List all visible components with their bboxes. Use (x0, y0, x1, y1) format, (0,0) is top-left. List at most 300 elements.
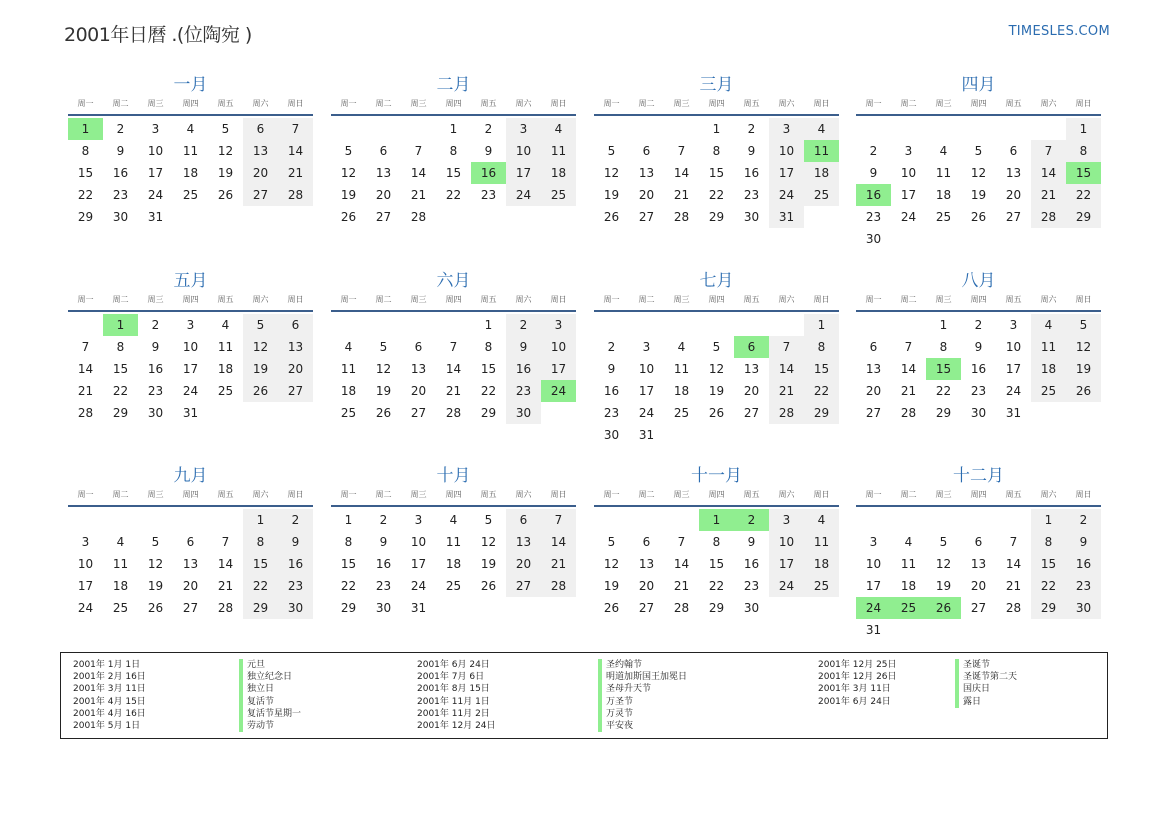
day-cell: 18 (804, 162, 839, 184)
empty-cell (961, 619, 996, 641)
day-cell: 29 (708, 601, 725, 615)
month-divider (68, 505, 313, 507)
day-cell: 5 (221, 122, 230, 136)
day-cell: 28 (278, 184, 313, 206)
weekday-label: 周日 (813, 490, 830, 499)
weekday-header (594, 488, 839, 502)
day-cell: 12 (243, 336, 278, 358)
day-cell: 15 (445, 166, 462, 180)
weekday-label: 周一 (340, 490, 357, 499)
day-cell: 23 (375, 579, 392, 593)
weekday-label: 周日 (550, 295, 567, 304)
weekday-label: 周三 (673, 295, 690, 304)
day-cell: 21 (673, 188, 690, 202)
day-cell: 27 (970, 601, 987, 615)
day-cell: 30 (1066, 597, 1101, 619)
day-cell: 20 (243, 162, 278, 184)
day-cell: 11 (112, 557, 129, 571)
empty-cell (769, 424, 804, 446)
empty-cell (208, 509, 243, 531)
day-cell: 4 (186, 122, 195, 136)
week-row (856, 358, 1101, 380)
empty-cell (961, 118, 996, 140)
day-cell: 21 (1031, 184, 1066, 206)
weekday-label: 周五 (480, 295, 497, 304)
weekday-label: 周四 (445, 295, 462, 304)
day-cell: 18 (182, 166, 199, 180)
day-cell: 4 (804, 118, 839, 140)
weekday-label: 周二 (112, 99, 129, 108)
day-cell: 9 (151, 340, 160, 354)
day-cell: 4 (904, 535, 913, 549)
month-name: 六月 (436, 271, 471, 291)
day-cell: 31 (865, 623, 882, 637)
day-cell: 28 (541, 575, 576, 597)
day-cell: 26 (603, 601, 620, 615)
day-cell: 13 (865, 362, 882, 376)
month-12 (856, 464, 1101, 641)
empty-cell (331, 314, 366, 336)
day-cell: 23 (278, 575, 313, 597)
weekday-header (856, 97, 1101, 111)
empty-cell (664, 509, 699, 531)
empty-cell (664, 314, 699, 336)
day-cell: 8 (243, 531, 278, 553)
day-cell: 1 (484, 318, 493, 332)
month-name: 四月 (961, 75, 996, 95)
day-cell: 14 (673, 166, 690, 180)
day-cell: 2 (278, 509, 313, 531)
empty-cell (769, 314, 804, 336)
day-cell: 22 (804, 380, 839, 402)
day-cell: 3 (541, 314, 576, 336)
empty-cell (506, 597, 541, 619)
weekday-label: 周日 (1075, 490, 1092, 499)
day-cell: 10 (769, 140, 804, 162)
day-cell: 22 (112, 384, 129, 398)
empty-cell (1031, 402, 1066, 424)
day-grid (331, 118, 576, 228)
weekday-label: 周四 (708, 295, 725, 304)
weekday-label: 周三 (935, 490, 952, 499)
day-cell: 11 (340, 362, 357, 376)
day-cell: 26 (217, 188, 234, 202)
empty-cell (1031, 619, 1066, 641)
day-grid (594, 314, 839, 446)
holiday-day-cell: 24 (541, 380, 576, 402)
day-cell: 5 (344, 144, 353, 158)
day-cell: 9 (869, 166, 878, 180)
holiday-date: 2001年 8月 15日 (417, 684, 490, 695)
weekday-label: 周六 (778, 295, 795, 304)
day-cell: 28 (1005, 601, 1022, 615)
day-cell: 9 (974, 340, 983, 354)
empty-cell (856, 118, 891, 140)
weekday-label: 周四 (182, 99, 199, 108)
weekday-label: 周六 (1040, 295, 1057, 304)
empty-cell (804, 206, 839, 228)
weekday-header (68, 293, 313, 307)
weekday-header (594, 293, 839, 307)
week-row (331, 140, 576, 162)
day-cell: 1 (344, 513, 353, 527)
day-cell: 28 (900, 406, 917, 420)
day-cell: 17 (77, 579, 94, 593)
day-cell: 16 (506, 358, 541, 380)
month-name: 九月 (173, 466, 208, 486)
day-cell: 25 (112, 601, 129, 615)
weekday-label: 周二 (900, 99, 917, 108)
day-cell: 29 (77, 210, 94, 224)
day-cell: 3 (81, 535, 90, 549)
empty-cell (436, 206, 471, 228)
day-cell: 30 (112, 210, 129, 224)
day-cell: 19 (217, 166, 234, 180)
day-cell: 5 (379, 340, 388, 354)
day-cell: 12 (603, 557, 620, 571)
day-cell: 14 (673, 557, 690, 571)
day-cell: 7 (541, 509, 576, 531)
day-cell: 1 (712, 122, 721, 136)
day-cell: 24 (900, 210, 917, 224)
day-cell: 16 (278, 553, 313, 575)
holiday-name: 圣诞节第二天 (955, 671, 1017, 683)
day-cell: 11 (445, 535, 462, 549)
day-cell: 10 (506, 140, 541, 162)
weekday-label: 周日 (813, 99, 830, 108)
day-cell: 27 (278, 380, 313, 402)
day-cell: 24 (638, 406, 655, 420)
day-cell: 5 (607, 144, 616, 158)
day-cell: 26 (1066, 380, 1101, 402)
holiday-name: 圣约翰节 (598, 659, 687, 671)
day-cell: 16 (1066, 553, 1101, 575)
empty-cell (401, 314, 436, 336)
day-cell: 14 (410, 166, 427, 180)
day-cell: 12 (970, 166, 987, 180)
day-cell: 25 (1031, 380, 1066, 402)
day-cell: 26 (340, 210, 357, 224)
holiday-day-cell: 11 (804, 140, 839, 162)
week-row (331, 118, 576, 140)
day-cell: 24 (147, 188, 164, 202)
day-cell: 11 (673, 362, 690, 376)
day-cell: 19 (243, 358, 278, 380)
day-cell: 31 (1005, 406, 1022, 420)
holiday-date: 2001年 7月 6日 (417, 672, 485, 683)
day-cell: 15 (77, 166, 94, 180)
day-cell: 25 (673, 406, 690, 420)
week-row (856, 162, 1101, 184)
day-cell: 31 (147, 210, 164, 224)
month-1 (68, 73, 313, 228)
day-cell: 3 (1009, 318, 1018, 332)
day-cell: 15 (480, 362, 497, 376)
day-cell: 11 (541, 140, 576, 162)
holiday-list (60, 652, 1108, 739)
month-name: 七月 (699, 271, 734, 291)
day-cell: 23 (480, 188, 497, 202)
week-row (331, 358, 576, 380)
day-cell: 8 (449, 144, 458, 158)
day-cell: 11 (900, 557, 917, 571)
weekday-label: 周日 (813, 295, 830, 304)
day-cell: 16 (112, 166, 129, 180)
empty-cell (891, 228, 926, 250)
holiday-day-cell: 15 (1066, 162, 1101, 184)
day-cell: 22 (935, 384, 952, 398)
day-cell: 14 (77, 362, 94, 376)
weekday-label: 周四 (182, 490, 199, 499)
day-cell: 13 (638, 166, 655, 180)
day-cell: 14 (1005, 557, 1022, 571)
holiday-day-cell: 24 (856, 597, 891, 619)
day-cell: 12 (935, 557, 952, 571)
holiday-day-cell: 16 (856, 184, 891, 206)
week-row (68, 118, 313, 140)
day-cell: 8 (344, 535, 353, 549)
day-cell: 10 (541, 336, 576, 358)
day-cell: 19 (480, 557, 497, 571)
day-cell: 25 (182, 188, 199, 202)
day-cell: 10 (182, 340, 199, 354)
day-cell: 30 (865, 232, 882, 246)
week-row (331, 206, 576, 228)
empty-cell (1031, 228, 1066, 250)
empty-cell (331, 118, 366, 140)
weekday-label: 周六 (252, 295, 269, 304)
day-cell: 11 (804, 531, 839, 553)
day-cell: 30 (278, 597, 313, 619)
weekday-label: 周二 (112, 295, 129, 304)
day-cell: 6 (1009, 144, 1018, 158)
day-cell: 1 (1031, 509, 1066, 531)
day-cell: 19 (708, 384, 725, 398)
day-cell: 11 (182, 144, 199, 158)
day-cell: 4 (677, 340, 686, 354)
day-cell: 5 (243, 314, 278, 336)
day-cell: 9 (1066, 531, 1101, 553)
month-5 (68, 269, 313, 424)
day-cell: 27 (638, 601, 655, 615)
day-cell: 6 (869, 340, 878, 354)
weekday-label: 周日 (287, 490, 304, 499)
empty-cell (506, 206, 541, 228)
day-cell: 8 (804, 336, 839, 358)
weekday-label: 周六 (1040, 99, 1057, 108)
weekday-label: 周五 (217, 99, 234, 108)
day-cell: 27 (182, 601, 199, 615)
week-row (856, 206, 1101, 228)
empty-cell (436, 314, 471, 336)
weekday-label: 周三 (410, 295, 427, 304)
holiday-date: 2001年 6月 24日 (818, 696, 891, 707)
weekday-label: 周一 (603, 295, 620, 304)
month-divider (331, 114, 576, 116)
week-row (594, 184, 839, 206)
day-cell: 15 (340, 557, 357, 571)
week-row (856, 402, 1101, 424)
weekday-label: 周一 (340, 295, 357, 304)
day-cell: 20 (743, 384, 760, 398)
day-cell: 4 (116, 535, 125, 549)
day-cell: 18 (804, 553, 839, 575)
day-cell: 18 (541, 162, 576, 184)
month-divider (856, 505, 1101, 507)
week-row (594, 118, 839, 140)
weekday-label: 周一 (865, 490, 882, 499)
weekday-label: 周六 (515, 490, 532, 499)
weekday-label: 周三 (147, 490, 164, 499)
day-cell: 28 (217, 601, 234, 615)
week-row (331, 553, 576, 575)
day-cell: 10 (769, 531, 804, 553)
day-cell: 21 (541, 553, 576, 575)
week-row (856, 228, 1101, 250)
weekday-header (331, 488, 576, 502)
empty-cell (996, 619, 1031, 641)
day-cell: 26 (970, 210, 987, 224)
month-name: 一月 (173, 75, 208, 95)
weekday-label: 周三 (147, 99, 164, 108)
week-row (68, 314, 313, 336)
day-cell: 7 (1031, 140, 1066, 162)
month-4 (856, 73, 1101, 250)
empty-cell (699, 314, 734, 336)
day-cell: 12 (147, 557, 164, 571)
weekday-label: 周四 (708, 99, 725, 108)
day-cell: 14 (445, 362, 462, 376)
holiday-day-cell: 2 (734, 509, 769, 531)
empty-cell (243, 206, 278, 228)
holiday-name: 复活节星期一 (239, 708, 301, 720)
day-cell: 6 (186, 535, 195, 549)
day-cell: 8 (81, 144, 90, 158)
day-cell: 6 (642, 535, 651, 549)
day-cell: 26 (603, 210, 620, 224)
day-cell: 27 (638, 210, 655, 224)
week-row (68, 575, 313, 597)
week-row (68, 531, 313, 553)
day-cell: 12 (480, 535, 497, 549)
weekday-label: 周六 (515, 295, 532, 304)
day-cell: 22 (480, 384, 497, 398)
day-cell: 29 (243, 597, 278, 619)
day-cell: 30 (147, 406, 164, 420)
day-cell: 21 (769, 380, 804, 402)
week-row (856, 380, 1101, 402)
week-row (594, 575, 839, 597)
day-cell: 31 (638, 428, 655, 442)
day-cell: 6 (243, 118, 278, 140)
day-cell: 25 (217, 384, 234, 398)
empty-cell (804, 424, 839, 446)
day-cell: 19 (147, 579, 164, 593)
day-cell: 14 (769, 358, 804, 380)
day-grid (68, 509, 313, 619)
day-cell: 8 (1031, 531, 1066, 553)
holiday-date: 2001年 2月 16日 (73, 672, 146, 683)
day-cell: 14 (217, 557, 234, 571)
day-cell: 3 (642, 340, 651, 354)
empty-cell (961, 228, 996, 250)
weekday-label: 周一 (77, 99, 94, 108)
day-cell: 4 (939, 144, 948, 158)
holiday-name: 圣诞节 (955, 659, 1017, 671)
empty-cell (856, 314, 891, 336)
day-cell: 14 (541, 531, 576, 553)
month-name: 三月 (699, 75, 734, 95)
day-cell: 16 (375, 557, 392, 571)
day-cell: 16 (147, 362, 164, 376)
holiday-day-cell: 1 (103, 314, 138, 336)
empty-cell (629, 509, 664, 531)
week-row (68, 380, 313, 402)
day-cell: 6 (506, 509, 541, 531)
empty-cell (541, 597, 576, 619)
day-cell: 25 (804, 184, 839, 206)
day-cell: 3 (904, 144, 913, 158)
week-row (331, 509, 576, 531)
weekday-label: 周六 (252, 490, 269, 499)
day-cell: 25 (935, 210, 952, 224)
weekday-label: 周五 (1005, 295, 1022, 304)
day-grid (856, 509, 1101, 641)
day-cell: 12 (375, 362, 392, 376)
week-row (68, 509, 313, 531)
day-cell: 24 (182, 384, 199, 398)
empty-cell (173, 206, 208, 228)
month-2 (331, 73, 576, 228)
holiday-name: 明道加斯国王加冕日 (598, 671, 687, 683)
day-cell: 12 (708, 362, 725, 376)
day-cell: 19 (1066, 358, 1101, 380)
day-cell: 17 (769, 162, 804, 184)
day-cell: 13 (506, 531, 541, 553)
weekday-label: 周六 (515, 99, 532, 108)
day-cell: 27 (865, 406, 882, 420)
day-cell: 13 (638, 557, 655, 571)
empty-cell (891, 314, 926, 336)
weekday-header (594, 97, 839, 111)
day-cell: 28 (410, 210, 427, 224)
month-divider (594, 310, 839, 312)
empty-cell (926, 118, 961, 140)
day-cell: 22 (1031, 575, 1066, 597)
empty-cell (68, 509, 103, 531)
day-cell: 8 (939, 340, 948, 354)
day-cell: 28 (77, 406, 94, 420)
brand-logo[interactable]: TIMESLES.COM (1008, 24, 1110, 39)
month-divider (856, 310, 1101, 312)
holiday-name: 劳动节 (239, 720, 301, 732)
weekday-label: 周四 (708, 490, 725, 499)
day-cell: 1 (804, 314, 839, 336)
empty-cell (471, 206, 506, 228)
weekday-label: 周一 (603, 99, 620, 108)
week-row (68, 336, 313, 358)
weekday-label: 周五 (480, 99, 497, 108)
day-cell: 7 (81, 340, 90, 354)
day-cell: 24 (1005, 384, 1022, 398)
month-divider (68, 310, 313, 312)
weekday-label: 周五 (1005, 490, 1022, 499)
day-grid (68, 118, 313, 228)
weekday-header (331, 97, 576, 111)
day-cell: 18 (112, 579, 129, 593)
day-cell: 11 (1031, 336, 1066, 358)
day-cell: 26 (147, 601, 164, 615)
